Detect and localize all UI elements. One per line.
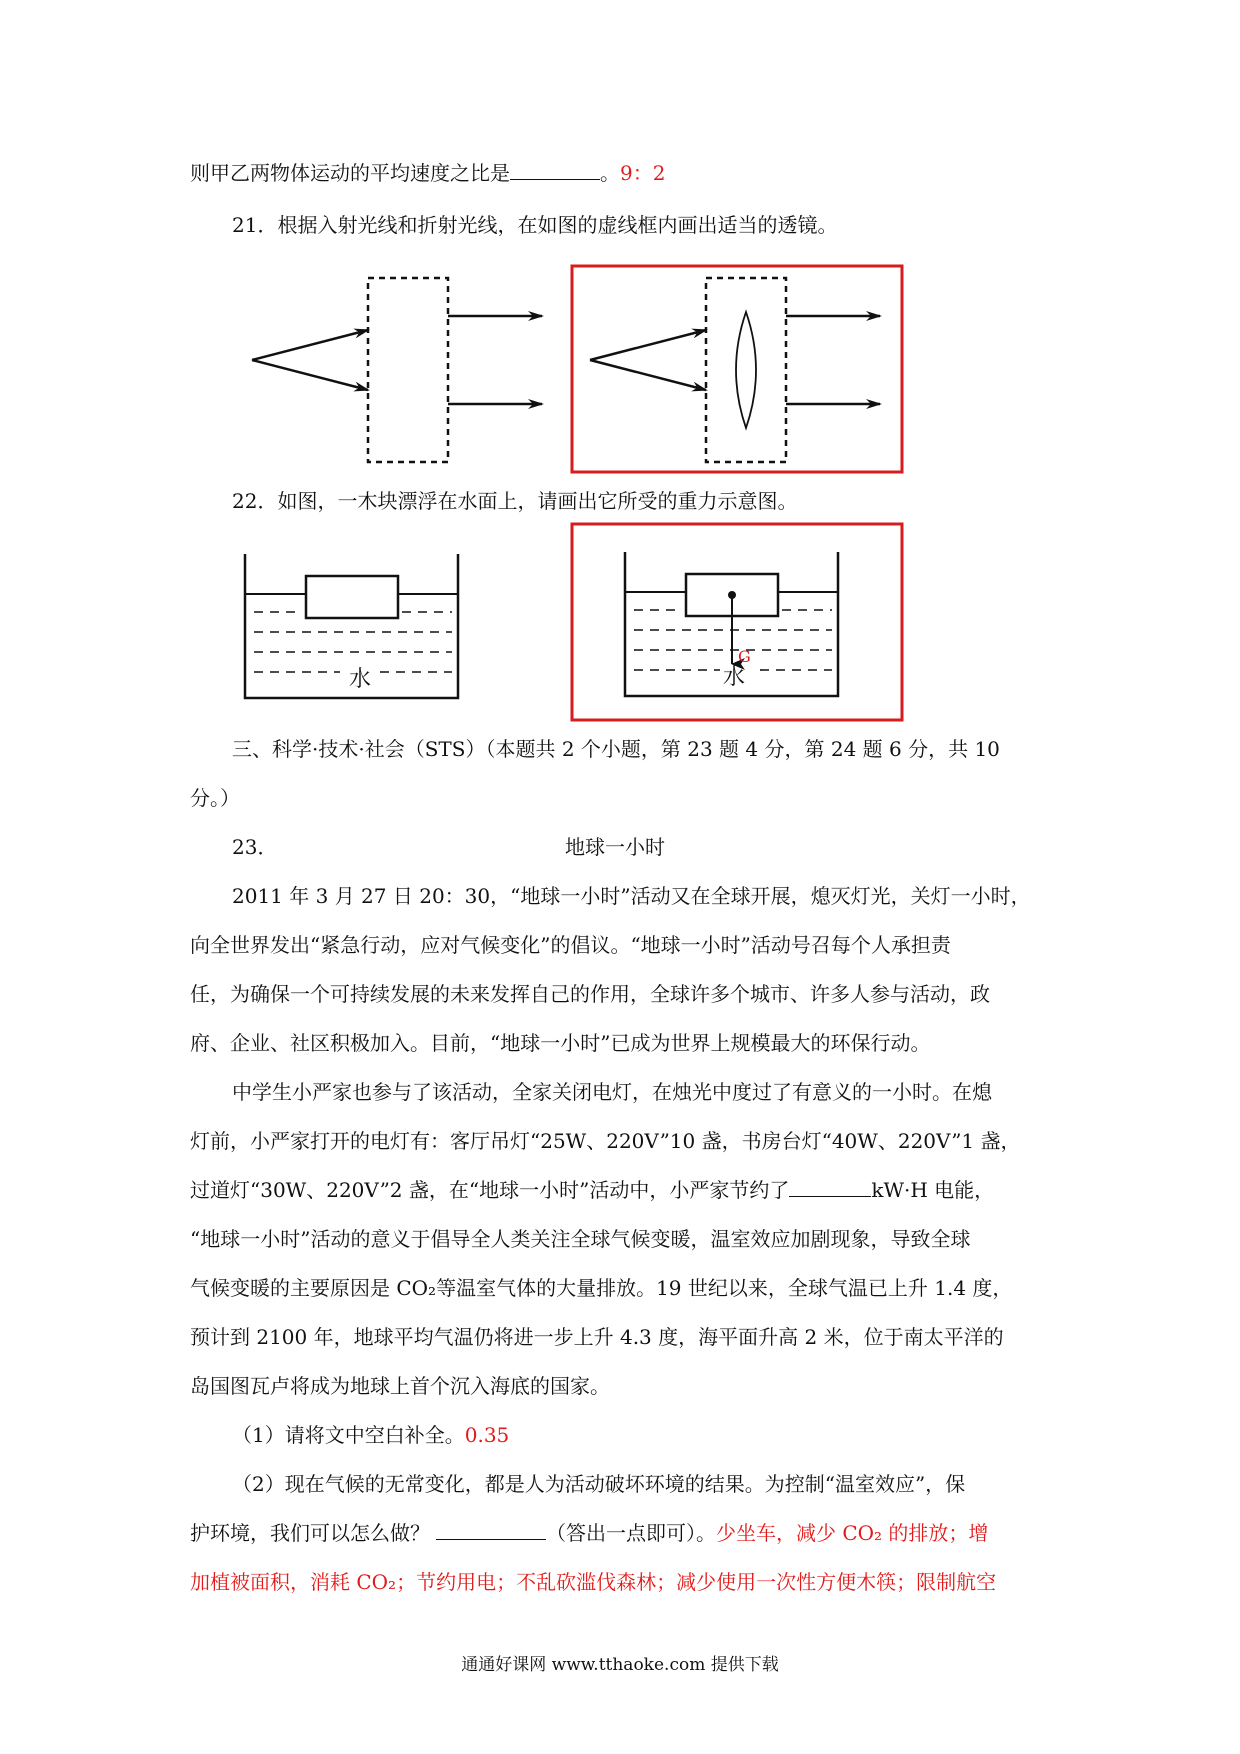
text-line: [232, 1422, 1102, 1448]
paragraph-line: 预计到 2100 年，地球平均气温仍将进一步上升 4.3 度，海平面升高 2 米，位于南太平洋的: [190, 1325, 1004, 1349]
page-footer: 通通好课网 www.tthaoke.com 提供下载: [461, 1655, 779, 1675]
answer-text: 9：2: [620, 161, 666, 185]
paragraph-line: 向全世界发出“紧急行动，应对气候变化”的倡议。“地球一小时”活动号召每个人承担责: [190, 933, 951, 957]
question-21: 21．根据入射光线和折射光线，在如图的虚线框内画出适当的透镜。: [232, 213, 838, 237]
paragraph-line: 气候变暖的主要原因是 CO₂等温室气体的大量排放。19 世纪以来，全球气温已上升 1.4 度，: [190, 1276, 1013, 1300]
water-label: 水: [348, 667, 372, 692]
water-label: 水: [722, 665, 746, 690]
convex-lens-icon: [736, 312, 756, 428]
question-22: 22．如图，一木块漂浮在水面上，请画出它所受的重力示意图。: [232, 489, 798, 513]
paragraph-line: 任，为确保一个可持续发展的未来发挥自己的作用，全球许多个城市、许多人参与活动，政: [190, 982, 990, 1006]
paragraph-line: 灯前，小严家打开的电灯有：客厅吊灯“25W、220V”10 盏，书房台灯“40W、220V”1 盏，: [190, 1129, 1021, 1153]
subquestion-text: 护环境，我们可以怎么做？: [190, 1521, 430, 1545]
paragraph-text: 过道灯“30W、220V”2 盏，在“地球一小时”活动中，小严家节约了: [190, 1178, 790, 1202]
article-title: 地球一小时: [565, 835, 665, 859]
paragraph-line: 岛国图瓦卢将成为地球上首个沉入海底的国家。: [190, 1374, 610, 1398]
subquestion-text: （答出一点即可）。: [546, 1521, 716, 1545]
question-23-number: 23．: [232, 835, 278, 859]
text-line: [190, 160, 1060, 186]
paragraph-line: “地球一小时”活动的意义于倡导全人类关注全球气候变暖，温室效应加剧现象，导致全球: [190, 1227, 971, 1251]
paragraph-line: 府、企业、社区积极加入。目前，“地球一小时”已成为世界上规模最大的环保行动。: [190, 1031, 931, 1055]
section-heading-cont: 分。）: [190, 786, 240, 810]
answer-blank: [436, 1521, 546, 1540]
floating-block-figure-blank: [240, 552, 470, 702]
section-heading: 三、科学·技术·社会（STS）（本题共 2 个小题，第 23 题 4 分，第 24 题 6 分，共 10: [232, 737, 1000, 761]
subquestion-2: （2）现在气候的无常变化，都是人为活动破坏环境的结果。为控制“温室效应”，保: [232, 1472, 966, 1496]
lens-figure-blank: [240, 268, 560, 468]
punctuation: 。: [600, 161, 620, 185]
subquestion-1: （1）请将文中空白补全。: [232, 1423, 465, 1447]
text-line: [190, 1520, 1060, 1546]
question-text: 则甲乙两物体运动的平均速度之比是: [190, 161, 510, 185]
gravity-label: G: [738, 647, 751, 666]
paragraph-line: 2011 年 3 月 27 日 20：30，“地球一小时”活动又在全球开展，熄灭灯光，关灯一小时，: [232, 884, 1031, 908]
paragraph-line: 中学生小严家也参与了该活动，全家关闭电灯，在烛光中度过了有意义的一小时。在熄: [232, 1080, 992, 1104]
floating-block-figure-answer: [570, 522, 906, 722]
lens-figure-answer: [570, 264, 906, 476]
paragraph-text: kW·H 电能，: [871, 1178, 995, 1202]
text-line: [190, 1177, 1060, 1203]
answer-text: 加植被面积，消耗 CO₂；节约用电；不乱砍滥伐森林；减少使用一次性方便木筷；限制航空: [190, 1570, 997, 1594]
answer-text: 少坐车，减少 CO₂ 的排放；增: [716, 1521, 989, 1545]
answer-blank: [789, 1178, 871, 1197]
answer-blank: [510, 161, 600, 180]
answer-text: 0.35: [464, 1423, 510, 1447]
